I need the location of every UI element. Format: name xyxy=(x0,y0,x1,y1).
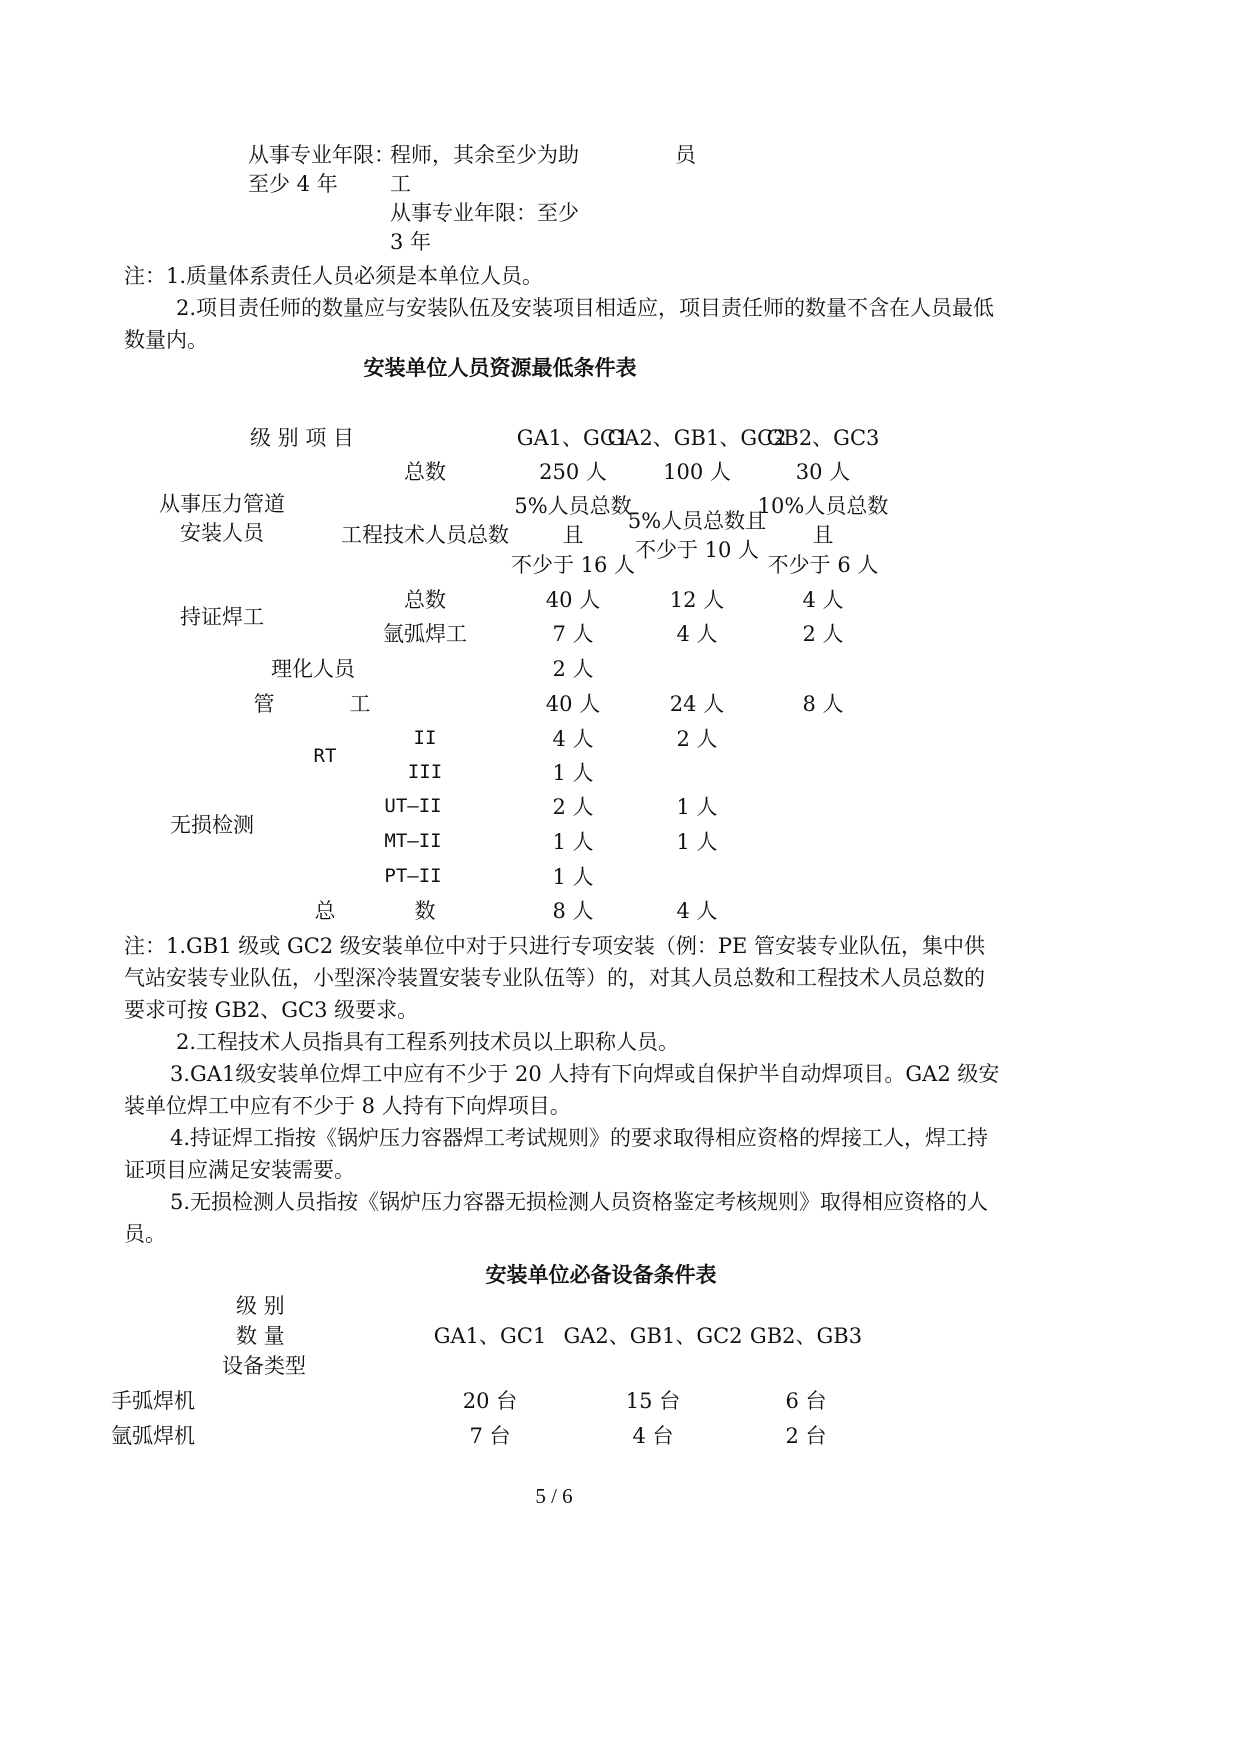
row-mt-c2: 1 人 xyxy=(676,830,718,854)
equip-row2-c2: 4 台 xyxy=(632,1424,674,1448)
equip-row1-c3: 6 台 xyxy=(785,1389,827,1413)
equipment-table-title: 安装单位必备设备条件表 xyxy=(485,1263,717,1287)
row-total-label: 总数 xyxy=(404,460,446,484)
row-eng-c1-l3: 不少于 16 人 xyxy=(510,553,636,577)
row-ndt-total-c2: 4 人 xyxy=(676,899,718,923)
fragment-line-2: 工 xyxy=(390,172,411,196)
header-item-label: 级 别 项 目 xyxy=(250,426,355,450)
row-welder-total-c1: 40 人 xyxy=(545,588,601,612)
row-ut-label: UT—II xyxy=(384,795,442,817)
group-ndt-label: 无损检测 xyxy=(170,813,254,837)
row-eng-c2-l2: 不少于 10 人 xyxy=(634,538,760,562)
row-argon-c3: 2 人 xyxy=(802,622,844,646)
group-pressure-label-1: 从事压力管道 xyxy=(159,492,285,516)
equip-header-grade: 级 别 xyxy=(236,1294,285,1318)
rt-label: RT xyxy=(313,745,337,767)
equip-header-col2: GA2、GB1、GC2 xyxy=(563,1324,743,1348)
note2-item5: 5.无损检测人员指按《锅炉压力容器无损检测人员资格鉴定考核规则》取得相应资格的人员。 xyxy=(124,1190,989,1246)
row-eng-c3-l2: 且 xyxy=(812,523,834,547)
row-eng-c3-l3: 不少于 6 人 xyxy=(767,553,879,577)
fragment-line-1: 程师，其余至少为助 xyxy=(390,143,579,167)
equip-row1-c1: 20 台 xyxy=(462,1389,518,1413)
fragment-col3: 员 xyxy=(675,143,696,167)
row-eng-c1-l2: 且 xyxy=(562,523,584,547)
row-ndt-total-c1: 8 人 xyxy=(552,899,594,923)
note2-item1: 注：1.GB1 级或 GC2 级安装单位中对于只进行专项安装（例：PE 管安装专业队伍，集中供气站安装专业队伍，小型深冷装置安装专业队伍等）的，对其人员总数和工程技术人员总数的要求可按 GB2、GC3 级要求。 xyxy=(124,934,985,1022)
row-pt-label: PT—II xyxy=(384,865,442,887)
row-eng-c3-l1: 10%人员总数 xyxy=(757,494,889,518)
row-total-c1: 250 人 xyxy=(539,460,607,484)
row-pipe-c3: 8 人 xyxy=(802,692,844,716)
equip-row2-label: 氩弧焊机 xyxy=(111,1424,195,1448)
row-lab-c1: 2 人 xyxy=(552,657,594,681)
row-welder-total-label: 总数 xyxy=(404,588,446,612)
row-rt2-c1: 4 人 xyxy=(552,727,594,751)
header-col3: GB2、GC3 xyxy=(766,426,880,450)
group-welder-label: 持证焊工 xyxy=(180,605,264,629)
header-col1: GA1、GC1 xyxy=(516,426,630,450)
note1-item1: 注：1.质量体系责任人员必须是本单位人员。 xyxy=(124,264,544,288)
row-rt3-label: III xyxy=(407,761,443,783)
equip-header-type: 设备类型 xyxy=(222,1354,306,1378)
row-eng-c2-l1: 5%人员总数且 xyxy=(627,509,767,533)
row-welder-total-c2: 12 人 xyxy=(669,588,725,612)
years-label-1: 从事专业年限： xyxy=(248,143,395,167)
row-rt2-label: II xyxy=(413,727,437,749)
row-total-c3: 30 人 xyxy=(795,460,851,484)
row-pipe-label-b: 工 xyxy=(349,692,371,716)
equip-row2-c3: 2 台 xyxy=(785,1424,827,1448)
equip-row2-c1: 7 台 xyxy=(469,1424,511,1448)
personnel-table-title: 安装单位人员资源最低条件表 xyxy=(363,356,637,380)
row-pipe-label-a: 管 xyxy=(253,692,275,716)
row-mt-c1: 1 人 xyxy=(552,830,594,854)
row-argon-c2: 4 人 xyxy=(676,622,718,646)
note1-item2: 2.项目责任师的数量应与安装队伍及安装项目相适应，项目责任师的数量不含在人员最低数量内。 xyxy=(124,296,995,352)
row-ndt-total-label-b: 数 xyxy=(414,899,436,923)
row-total-c2: 100 人 xyxy=(663,460,731,484)
row-lab-label: 理化人员 xyxy=(271,657,355,681)
row-pt-c1: 1 人 xyxy=(552,865,594,889)
note2-item3: 3.GA1级安装单位焊工中应有不少于 20 人持有下向焊或自保护半自动焊项目。GA2 级安装单位焊工中应有不少于 8 人持有下向焊项目。 xyxy=(124,1062,1000,1118)
equip-header-col1: GA1、GC1 xyxy=(433,1324,547,1348)
row-pipe-c1: 40 人 xyxy=(545,692,601,716)
group-pressure-label-2: 安装人员 xyxy=(180,521,264,545)
equip-header-col3: GB2、GB3 xyxy=(749,1324,863,1348)
years-value-1: 至少 4 年 xyxy=(248,172,338,196)
row-welder-total-c3: 4 人 xyxy=(802,588,844,612)
equip-row1-label: 手弧焊机 xyxy=(111,1389,195,1413)
header-col2: GA2、GB1、GC2 xyxy=(607,426,787,450)
page-number: 5 / 6 xyxy=(535,1484,573,1508)
row-ut-c2: 1 人 xyxy=(676,795,718,819)
fragment-line-3: 从事专业年限：至少 xyxy=(390,201,579,225)
row-ndt-total-label-a: 总 xyxy=(314,899,336,923)
note2-item4: 4.持证焊工指按《锅炉压力容器焊工考试规则》的要求取得相应资格的焊接工人，焊工持证项目应满足安装需要。 xyxy=(124,1126,989,1182)
row-rt2-c2: 2 人 xyxy=(676,727,718,751)
row-argon-label: 氩弧焊工 xyxy=(383,622,467,646)
row-argon-c1: 7 人 xyxy=(552,622,594,646)
equip-row1-c2: 15 台 xyxy=(625,1389,681,1413)
row-mt-label: MT—II xyxy=(384,830,442,852)
row-eng-label: 工程技术人员总数 xyxy=(341,523,509,547)
fragment-line-4: 3 年 xyxy=(390,230,432,254)
row-eng-c1-l1: 5%人员总数 xyxy=(514,494,632,518)
note2-item2: 2.工程技术人员指具有工程系列技术员以上职称人员。 xyxy=(176,1030,680,1054)
row-ut-c1: 2 人 xyxy=(552,795,594,819)
row-rt3-c1: 1 人 xyxy=(552,761,594,785)
row-pipe-c2: 24 人 xyxy=(669,692,725,716)
equip-header-qty: 数 量 xyxy=(236,1324,285,1348)
